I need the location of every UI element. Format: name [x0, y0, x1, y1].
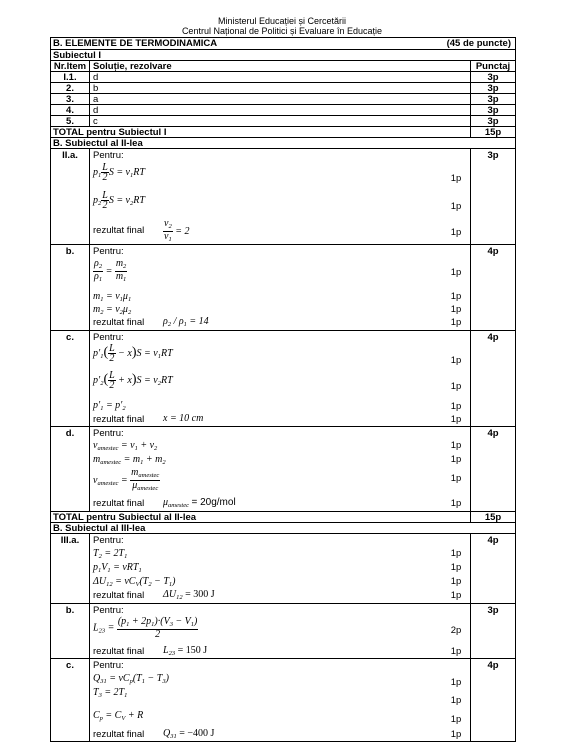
formula: $p_1$ $\frac{L}{2}$ $S = \nu_1RT$	[93, 162, 145, 183]
final-result-formula: $\mu_{amestec} = 20g/mol$	[163, 497, 236, 509]
formula: $m_1 = \nu_1\mu_1$	[93, 291, 132, 303]
formula-points: 1p	[450, 498, 462, 509]
pentru-label: Pentru:	[93, 428, 124, 439]
row-item: 2.	[66, 83, 74, 94]
subject1-title: Subiectul I	[53, 50, 102, 61]
center-name: Centrul Național de Politici și Evaluare în Educație	[181, 26, 383, 36]
final-result-value: = −400 J	[179, 728, 215, 739]
item-2a	[51, 148, 515, 244]
item-3b	[51, 603, 515, 658]
formula: $\nu_{amestec}$ = $\frac{m_{amestec}}{\mu_{amestec}}$	[93, 467, 160, 492]
table-row	[51, 71, 515, 82]
pentru-label: Pentru:	[93, 246, 124, 257]
final-result-label: rezultat final	[93, 317, 145, 328]
formula: $p_2$ $\frac{L}{2}$ $S = \nu_2RT$	[93, 190, 145, 211]
subject3-title: B. Subiectul al III-lea	[53, 523, 146, 534]
item-score: 4p	[487, 660, 499, 671]
formula: $\Delta U_{12} = \nu C_V(T_2 - T_1)$	[93, 576, 176, 588]
row-item: 3.	[66, 94, 74, 105]
section-header	[51, 38, 515, 49]
final-result-formula: $\Delta U_{12} = 300$ J	[163, 589, 215, 601]
subject2-total-label: TOTAL pentru Subiectul al II-lea	[53, 512, 197, 523]
col-solution: Soluție, rezolvare	[93, 61, 172, 72]
formula-points: 1p	[450, 695, 462, 706]
formula-points: 1p	[450, 440, 462, 451]
row-answer: b	[93, 83, 99, 94]
item-2c	[51, 330, 515, 426]
item-3c	[51, 658, 515, 742]
col-score: Punctaj	[475, 61, 511, 72]
formula: $\nu_{amestec} = \nu_1 + \nu_2$	[93, 440, 158, 452]
section-points: (45 de puncte)	[446, 38, 511, 49]
formula-points: 1p	[450, 201, 462, 212]
formula-points: 1p	[450, 267, 462, 278]
formula: $T_3 = 2T_1$	[93, 687, 128, 699]
row-answer: d	[93, 72, 99, 83]
formula-points: 1p	[450, 381, 462, 392]
item-label: c.	[66, 332, 74, 343]
column-header-row	[51, 60, 515, 71]
pentru-label: Pentru:	[93, 535, 124, 546]
table-row	[51, 82, 515, 93]
row-score: 3p	[487, 94, 499, 105]
formula: $p'_1$( $\frac{L}{2}$ − $x)S = \nu_1RT$	[93, 343, 173, 364]
final-result-formula: $L_{23} = 150$ J	[163, 645, 208, 657]
formula-points: 2p	[450, 625, 462, 636]
final-result-value: = 300 J	[185, 589, 215, 600]
formula-points: 1p	[450, 562, 462, 573]
row-item: 4.	[66, 105, 74, 116]
formula: $Q_{31} = \nu C_p(T_1 - T_3)$	[93, 673, 169, 685]
final-result-label: rezultat final	[93, 590, 145, 601]
formula-points: 1p	[450, 473, 462, 484]
table-row	[51, 93, 515, 104]
pentru-label: Pentru:	[93, 150, 124, 161]
subject2-total: 15p	[484, 512, 502, 523]
final-result-label: rezultat final	[93, 646, 145, 657]
final-result-label: rezultat final	[93, 225, 145, 236]
formula-points: 1p	[450, 729, 462, 740]
item-score: 4p	[487, 535, 499, 546]
formula-points: 1p	[450, 646, 462, 657]
item-label: II.a.	[62, 150, 78, 161]
item-label: d.	[65, 428, 75, 439]
pentru-label: Pentru:	[93, 660, 124, 671]
formula: $C_p = C_V + R$	[93, 710, 144, 722]
table-row	[51, 104, 515, 115]
item-label: b.	[65, 605, 75, 616]
item-2d	[51, 426, 515, 511]
item-label: c.	[66, 660, 74, 671]
item-score: 3p	[487, 150, 499, 161]
section-title: B. ELEMENTE DE TERMODINAMICA	[53, 38, 218, 49]
col-item: Nr.Item	[53, 61, 87, 72]
formula-points: 1p	[450, 173, 462, 184]
final-result-formula: $\rho_2 / \rho_1 = 14$	[163, 316, 209, 328]
formula-points: 1p	[450, 576, 462, 587]
grading-table	[50, 37, 516, 742]
formula-points: 1p	[450, 401, 462, 412]
subject2-total-row	[51, 511, 515, 522]
final-result-value: x = 10 cm	[163, 413, 204, 424]
formula: $m_2 = \nu_2\mu_2$	[93, 304, 132, 316]
formula-points: 1p	[450, 317, 462, 328]
formula: $p_1V_1 = \nu RT_1$	[93, 562, 142, 574]
row-item: 5.	[66, 116, 74, 127]
formula: $p'_1 = p'_2$	[93, 400, 126, 412]
formula-points: 1p	[450, 714, 462, 725]
formula: $m_{amestec} = m_1 + m_2$	[93, 454, 166, 466]
row-answer: c	[93, 116, 98, 127]
item-score: 4p	[487, 332, 499, 343]
formula-points: 1p	[450, 414, 462, 425]
table-row	[51, 115, 515, 126]
formula: $T_2 = 2T_1$	[93, 548, 128, 560]
row-score: 3p	[487, 72, 499, 83]
row-item: I.1.	[63, 72, 77, 83]
row-answer: a	[93, 94, 99, 105]
formula-points: 1p	[450, 590, 462, 601]
item-score: 3p	[487, 605, 499, 616]
subject1-title-row	[51, 49, 515, 60]
subject2-title: B. Subiectul al II-lea	[53, 138, 143, 149]
final-result-value: = 20g/mol	[191, 497, 236, 508]
pentru-label: Pentru:	[93, 332, 124, 343]
item-2b	[51, 244, 515, 330]
row-score: 3p	[487, 105, 499, 116]
subject1-total-label: TOTAL pentru Subiectul I	[53, 127, 167, 138]
final-result-label: rezultat final	[93, 498, 145, 509]
final-result-label: rezultat final	[93, 414, 145, 425]
subject1-total: 15p	[484, 127, 502, 138]
formula-points: 1p	[450, 355, 462, 366]
formula-points: 1p	[450, 227, 462, 238]
formula: $p'_2$( $\frac{L}{2}$ + $x)S = \nu_2RT$	[93, 370, 173, 391]
item-label: b.	[65, 246, 75, 257]
final-result-formula: $\frac{\nu_2}{\nu_1}$ = 2	[164, 218, 190, 243]
row-score: 3p	[487, 116, 499, 127]
formula-points: 1p	[450, 677, 462, 688]
subject3-title-row	[51, 522, 515, 533]
item-3a	[51, 533, 515, 603]
formula-points: 1p	[450, 291, 462, 302]
final-result-label: rezultat final	[93, 729, 145, 740]
item-label: III.a.	[60, 535, 80, 546]
final-result-formula: $Q_{31} = -400$ J	[163, 728, 215, 740]
subject1-total-row	[51, 126, 515, 137]
item-score: 4p	[487, 246, 499, 257]
ministry-name: Ministerul Educației și Cercetării	[217, 16, 347, 26]
formula-points: 1p	[450, 454, 462, 465]
final-result-value: = 150 J	[177, 645, 208, 656]
formula-points: 1p	[450, 304, 462, 315]
item-score: 4p	[487, 428, 499, 439]
formula: $\frac{\rho_2}{\rho_1}$ = $\frac{m_2}{m_1}$	[94, 258, 127, 283]
row-answer: d	[93, 105, 99, 116]
pentru-label: Pentru:	[93, 605, 124, 616]
formula: $L_{23}$ = $\frac{(p_1 + 2p_1)\cdot(V_3 - V_1)}{2}$	[93, 616, 198, 640]
subject2-title-row	[51, 137, 515, 148]
row-score: 3p	[487, 83, 499, 94]
formula-points: 1p	[450, 548, 462, 559]
